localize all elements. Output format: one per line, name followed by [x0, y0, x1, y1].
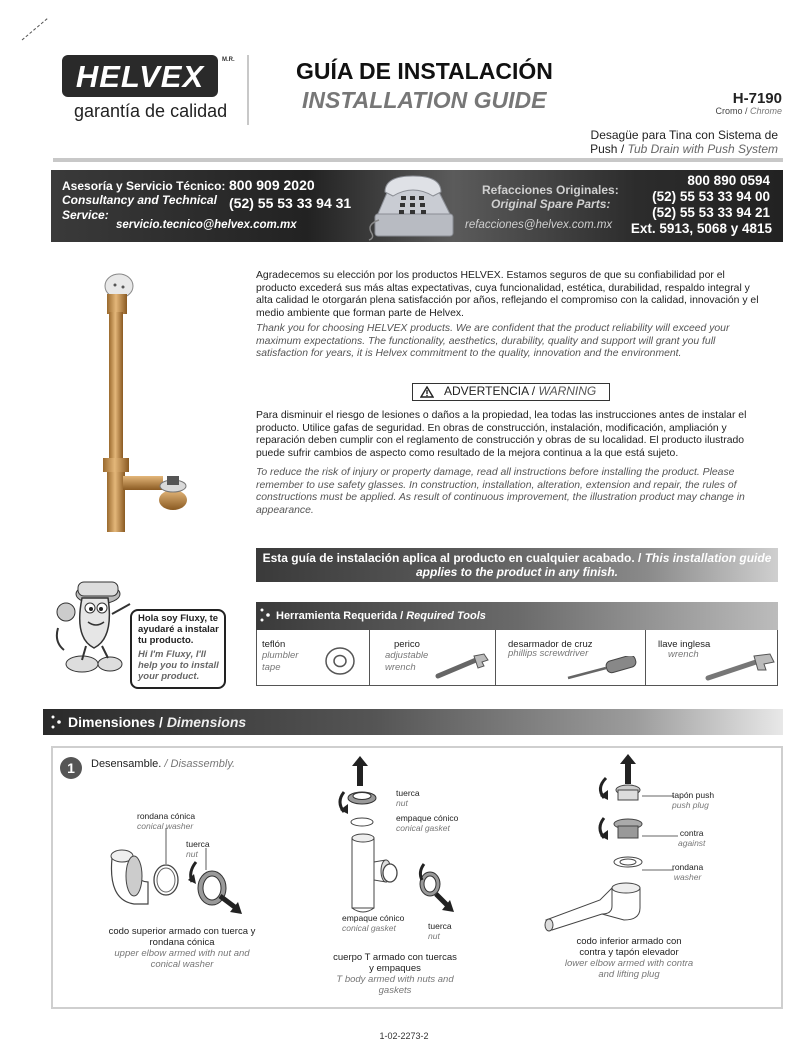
caption-en: upper elbow armed with nut and conical washer	[114, 948, 250, 970]
parts-email[interactable]: refacciones@helvex.com.mx	[465, 219, 613, 231]
tools-title-en: Required Tools	[406, 610, 486, 622]
tool-label-es: llave inglesa	[658, 639, 711, 650]
finish-note: Esta guía de instalación aplica al producto en cualquier acabado. / This installation guide applies to the product in any finish.	[262, 551, 772, 579]
fluxy-text-es: Hola soy Fluxy, te ayudaré a instalar tu producto.	[138, 613, 219, 646]
label-es: rondana cónica	[137, 811, 196, 821]
tools-title-es: Herramienta Requerida	[276, 610, 398, 622]
description-en: Tub Drain with Push System	[627, 142, 778, 156]
fluxy-mascot	[52, 568, 136, 678]
tech-label-en: Consultancy and Technical Service:	[62, 193, 217, 222]
caption-t-body	[330, 952, 460, 996]
header-divider	[247, 55, 249, 125]
tools-grid	[256, 630, 778, 686]
intro-text-es: Agradecemos su elección por los productos HELVEX. Estamos seguros de que su confiabilidad por el producto excederá sus más altas expectativas, cuya funcionalidad, estética, durabilidad, respaldo integral y alta calidad le otorgarán plena satisfacción por años, reflejando el compromiso con la calidad, innovación y el medio ambiente que forman parte de Helvex.	[256, 270, 759, 319]
parts-extensions: Ext. 5913, 5068 y 4815	[630, 221, 772, 236]
registered-mark: M.R.	[222, 57, 235, 63]
caption-en: lower elbow armed with contra and lifting plug	[564, 958, 694, 980]
parts-label-en: Original Spare Parts:	[491, 197, 611, 211]
caption-es: codo superior armado con tuerca y rondana cónica	[108, 926, 256, 948]
fluxy-text-en: Hi I'm Fluxy, I'll help you to install your product.	[138, 649, 219, 682]
tech-phone-1: 800 909 2020	[229, 177, 315, 193]
label-en: nut	[428, 930, 440, 941]
document-code: 1-02-2273-2	[379, 1031, 429, 1041]
label-en: against	[678, 837, 706, 848]
label-es: tuerca	[428, 921, 452, 931]
tool-label-es: perico	[394, 639, 420, 650]
corner-mark	[20, 14, 50, 44]
caption-upper-elbow	[106, 926, 258, 970]
page-title-en: INSTALLATION GUIDE	[302, 87, 547, 113]
caption-lower-elbow	[564, 936, 694, 980]
model-number: H-7190	[732, 90, 782, 107]
tool-label-en: adjustable wrench	[385, 650, 429, 673]
label-es: tuerca	[396, 788, 420, 798]
dimensions-title-es: Dimensiones	[68, 714, 156, 730]
tool-wrench	[646, 630, 779, 686]
adjustable-wrench-icon	[432, 652, 492, 682]
product-description: Desagüe para Tina con Sistema de Push / Tub Drain with Push System	[590, 128, 778, 156]
label-conical-gasket-side	[342, 914, 404, 933]
tool-label-en: wrench	[668, 649, 699, 660]
tape-icon	[323, 644, 357, 678]
finish-note-es: Esta guía de instalación aplica al producto en cualquier acabado.	[262, 551, 635, 565]
step-number: 1	[60, 757, 82, 779]
label-en: nut	[186, 848, 198, 859]
tool-label-en: phillips screwdriver	[508, 648, 589, 659]
label-es: tapón push	[672, 790, 715, 800]
caption-es: codo inferior armado con contra y tapón elevador	[576, 936, 682, 958]
tool-phillips-screwdriver	[496, 630, 646, 686]
label-es: empaque cónico	[342, 913, 405, 923]
parts-phone-1: 800 890 0594	[687, 173, 770, 188]
label-es: rondana	[672, 862, 704, 872]
intro-text-en: Thank you for choosing HELVEX products. We are confident that the product reliability will exceed your maximum expectations. The functionality, aesthetics, durability, quality and support will grant you full satisfaction for years, it is Helvex commitment to the quality, innovation and the environment.	[256, 323, 730, 360]
tool-adjustable-wrench	[370, 630, 496, 686]
warning-text-es: Para disminuir el riesgo de lesiones o daños a la propiedad, lea todas las instrucciones antes de instalar el producto. Utilice gafas de seguridad. En obras de construcción, instalación, modificación, ampliación y reparación deben cumplir con el reglamento de construcción y obras de su localidad. El producto ilustrado puede sufrir cambios de aspecto como resultado de la mejora continua a la que está sujeto.	[256, 410, 747, 459]
caption-en: T body armed with nuts and gaskets	[336, 974, 454, 996]
header-rule	[53, 158, 783, 162]
parts-label-es: Refacciones Originales:	[482, 183, 619, 197]
label-conical-washer	[137, 812, 195, 831]
label-en: push plug	[672, 799, 709, 810]
product-illustration	[95, 268, 195, 536]
label-en: conical washer	[137, 820, 194, 831]
screwdriver-icon	[566, 656, 642, 682]
tech-phone-2: (52) 55 53 33 94 31	[229, 195, 352, 211]
tagline: garantía de calidad	[74, 101, 228, 121]
tool-label-en: plumbler tape	[262, 650, 299, 673]
label-contra	[678, 829, 705, 848]
label-nut-side	[428, 922, 452, 941]
tool-teflon	[257, 630, 370, 686]
label-en: washer	[673, 871, 702, 882]
parts-phone-2: (52) 55 53 33 94 00	[652, 189, 770, 204]
t-body-drawing	[330, 756, 460, 926]
finish-note-en: This installation guide applies to the product in any finish.	[415, 551, 772, 579]
tech-label-es: Asesoría y Servicio Técnico:	[62, 179, 226, 193]
warning-label: ADVERTENCIA / WARNING	[444, 384, 597, 398]
step-title-en: / Disassembly.	[164, 758, 236, 770]
upper-elbow-drawing	[104, 828, 244, 928]
label-en: nut	[396, 797, 408, 808]
finish-en: Chrome	[749, 106, 782, 116]
label-nut-top	[396, 789, 420, 808]
warning-icon	[420, 386, 434, 398]
finish-es: Cromo	[715, 106, 743, 116]
description-es: Desagüe para Tina con Sistema de Push	[590, 128, 778, 156]
tool-label-es: desarmador de cruz	[508, 639, 593, 650]
dots-icon	[50, 713, 64, 731]
caption-es: cuerpo T armado con tuercas y empaques	[333, 952, 457, 974]
label-conical-gasket-top	[396, 814, 458, 833]
dots-icon	[259, 606, 273, 624]
pipe-wrench-icon	[704, 652, 776, 682]
parts-phone-3: (52) 55 53 33 94 21	[652, 205, 770, 220]
label-nut	[186, 840, 210, 859]
dimensions-title: Dimensiones / Dimensions	[68, 714, 247, 730]
label-en: conical gasket	[342, 922, 396, 933]
telephone-icon	[365, 170, 465, 242]
tool-label-es: teflón	[262, 639, 286, 650]
label-es: empaque cónico	[396, 813, 459, 823]
label-es: tuerca	[186, 839, 210, 849]
label-es: contra	[679, 828, 704, 838]
brand-logo: HELVEX	[75, 59, 205, 94]
warning-label-en: WARNING	[538, 384, 597, 398]
step-title-es: Desensamble.	[91, 758, 162, 770]
tools-title: Herramienta Requerida / Required Tools	[276, 610, 486, 622]
finish-label: Cromo / Chrome	[715, 106, 782, 116]
warning-text-en: To reduce the risk of injury or property damage, read all instructions before installing the product. Please remember to use safety glasses. In construction, installation, alteration, extension and repair, the rules of constructions must be applied. As result of continuous improvement, the illustration product may change in appearance.	[256, 467, 745, 516]
label-en: conical gasket	[396, 822, 450, 833]
leader-lines	[630, 790, 680, 880]
step-title	[91, 758, 235, 770]
warning-label-es: ADVERTENCIA	[444, 384, 529, 398]
tech-email[interactable]: servicio.tecnico@helvex.com.mx	[116, 219, 297, 231]
page-title-es: GUÍA DE INSTALACIÓN	[296, 58, 553, 84]
dimensions-title-en: Dimensions	[166, 714, 247, 730]
